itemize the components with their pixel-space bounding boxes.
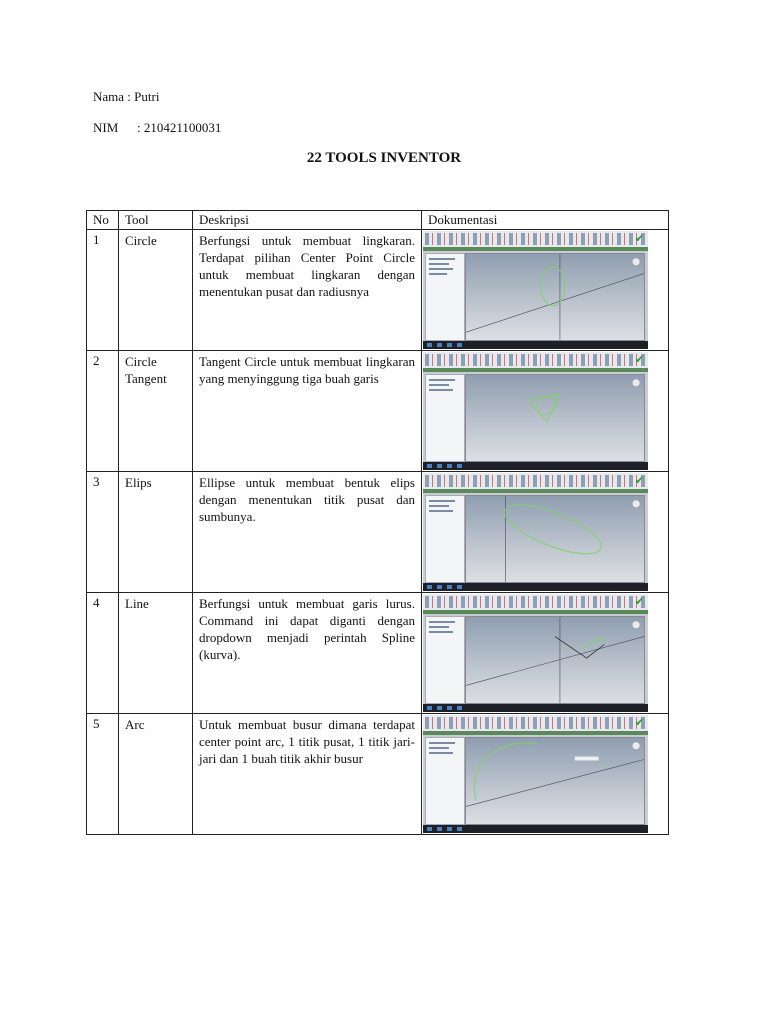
ribbon-toolbar — [423, 715, 648, 732]
row-desc: Ellipse untuk membuat bentuk elips dengan menentukan titik pusat dan sumbunya. — [193, 472, 422, 593]
row-screenshot — [422, 714, 669, 835]
ribbon-tabs — [423, 247, 648, 251]
row-no: 1 — [87, 230, 119, 351]
row-tool: Circle Tangent — [119, 351, 193, 472]
finish-check-icon: ✔ — [634, 232, 644, 245]
sketch-viewport — [465, 253, 645, 341]
windows-taskbar — [423, 583, 648, 591]
inventor-screenshot — [423, 352, 648, 470]
table-row — [87, 714, 669, 835]
inventor-screenshot — [423, 715, 648, 833]
sketch-viewport — [465, 737, 645, 825]
sketch-viewport — [465, 374, 645, 462]
windows-taskbar — [423, 704, 648, 712]
table-row — [87, 351, 669, 472]
row-tool: Arc — [119, 714, 193, 835]
row-screenshot — [422, 472, 669, 593]
inventor-screenshot — [423, 594, 648, 712]
inventor-screenshot — [423, 473, 648, 591]
windows-taskbar — [423, 341, 648, 349]
finish-check-icon: ✔ — [634, 595, 644, 608]
page-title: 22 TOOLS INVENTOR — [306, 150, 462, 166]
col-header-no: No — [87, 211, 119, 230]
model-browser — [425, 495, 465, 583]
col-header-tool: Tool — [119, 211, 193, 230]
row-screenshot — [422, 230, 669, 351]
inventor-screenshot — [423, 231, 648, 349]
ribbon-toolbar — [423, 473, 648, 490]
row-no: 3 — [87, 472, 119, 593]
ribbon-toolbar — [423, 352, 648, 369]
table-row — [87, 230, 669, 351]
row-desc: Berfungsi untuk membuat lingkaran. Terdapat pilihan Center Point Circle untuk membuat lingkaran dengan menentukan pusat dan radiusnya — [193, 230, 422, 351]
finish-check-icon: ✔ — [634, 353, 644, 366]
ribbon-toolbar — [423, 231, 648, 248]
sketch-viewport — [465, 495, 645, 583]
col-header-doc: Dokumentasi — [422, 211, 669, 230]
row-tool: Line — [119, 593, 193, 714]
ribbon-toolbar — [423, 594, 648, 611]
row-desc: Untuk membuat busur dimana terdapat center point arc, 1 titik pusat, 1 titik jari-jari dan 1 buah titik akhir busur — [193, 714, 422, 835]
row-tool: Circle — [119, 230, 193, 351]
nim-label: NIM — [93, 120, 119, 135]
ribbon-tabs — [423, 489, 648, 493]
sketch-viewport — [465, 616, 645, 704]
finish-check-icon: ✔ — [634, 716, 644, 729]
model-browser — [425, 253, 465, 341]
row-desc: Tangent Circle untuk membuat lingkaran yang menyinggung tiga buah garis — [193, 351, 422, 472]
row-no: 4 — [87, 593, 119, 714]
table-header-row — [87, 211, 669, 230]
row-no: 2 — [87, 351, 119, 472]
ribbon-tabs — [423, 368, 648, 372]
row-screenshot — [422, 351, 669, 472]
model-browser — [425, 616, 465, 704]
row-desc: Berfungsi untuk membuat garis lurus. Command ini dapat diganti dengan dropdown menjadi perintah Spline (kurva). — [193, 593, 422, 714]
student-nim — [93, 120, 222, 136]
model-browser — [425, 737, 465, 825]
tools-table — [86, 210, 669, 835]
ribbon-tabs — [423, 610, 648, 614]
table-row — [87, 593, 669, 714]
row-tool: Elips — [119, 472, 193, 593]
nim-value: : 210421100031 — [137, 120, 222, 135]
ribbon-tabs — [423, 731, 648, 735]
finish-check-icon: ✔ — [634, 474, 644, 487]
row-screenshot — [422, 593, 669, 714]
col-header-desc: Deskripsi — [193, 211, 422, 230]
model-browser — [425, 374, 465, 462]
windows-taskbar — [423, 825, 648, 833]
table-row — [87, 472, 669, 593]
row-no: 5 — [87, 714, 119, 835]
student-name: Nama : Putri — [93, 89, 160, 104]
windows-taskbar — [423, 462, 648, 470]
